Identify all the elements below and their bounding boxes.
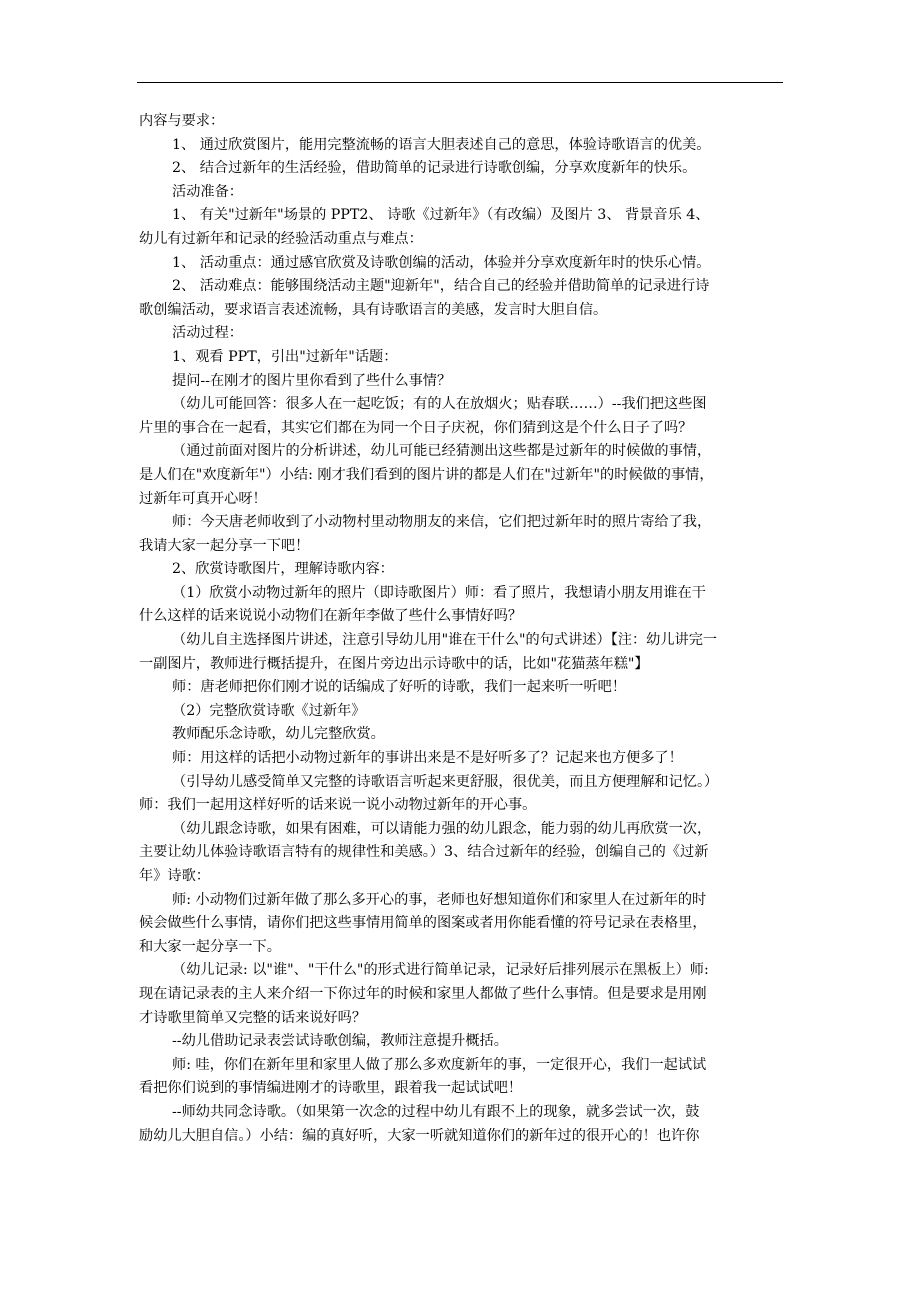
header-rule — [137, 82, 783, 83]
document-body — [139, 110, 785, 1148]
text-line: 活动过程： — [172, 325, 243, 342]
text-line: （2）完整欣赏诗歌《过新年》 — [172, 702, 366, 719]
text-line: 歌创编活动，要求语言表述流畅，具有诗歌语言的美感，发言时大胆自信。 — [139, 301, 608, 318]
text-line: 师：我们一起用这样好听的话来说一说小动物过新年的开心事。 — [139, 797, 537, 814]
text-line: 1、 通过欣赏图片，能用完整流畅的语言大胆表述自己的意思，体验诗歌语言的优美。 — [172, 136, 711, 153]
text-line: 师: 小动物们过新年做了那么多开心的事，老师也好想知道你们和家里人在过新年的时 — [172, 891, 707, 908]
text-line: 2、 活动难点：能够围绕活动主题"迎新年"，结合自己的经验并借助简单的记录进行诗 — [172, 278, 710, 295]
text-line: 2、 结合过新年的生活经验，借助简单的记录进行诗歌创编，分享欢度新年的快乐。 — [172, 160, 697, 177]
text-line: 现在请记录表的主人来介绍一下你过年的时候和家里人都做了些什么事情。但是要求是用刚 — [139, 985, 707, 1002]
text-line: （引导幼儿感受简单又完整的诗歌语言听起来更舒服，很优美，而且方便理解和记忆。） — [172, 773, 719, 790]
text-line: （通过前面对图片的分析讲述，幼儿可能已经猜测出这些都是过新年的时候做的事情， — [172, 443, 712, 460]
text-line: 我请大家一起分享一下吧！ — [139, 537, 310, 554]
text-line: 1、 活动重点：通过感官欣赏及诗歌创编的活动，体验并分享欢度新年时的快乐心情。 — [172, 254, 711, 271]
text-line: （幼儿记录: 以"谁"、"干什么"的形式进行简单记录，记录好后排列展示在黑板上）师: — [172, 962, 709, 979]
text-line: 年》诗歌： — [139, 868, 210, 884]
text-line: 1、观看 PPT，引出"过新年"话题： — [172, 348, 398, 365]
text-line: （幼儿跟念诗歌，如果有困难，可以请能力强的幼儿跟念，能力弱的幼儿再欣赏一次， — [172, 820, 712, 837]
text-line: 幼儿有过新年和记录的经验活动重点与难点： — [139, 230, 423, 247]
text-line: 看把你们说到的事情编进刚才的诗歌里，跟着我一起试试吧！ — [139, 1080, 523, 1097]
text-line: 2、欣赏诗歌图片，理解诗歌内容： — [172, 561, 394, 578]
text-line: 师：用这样的话把小动物过新年的事讲出来是不是好听多了？记起来也方便多了！ — [172, 750, 683, 767]
text-line: 励幼儿大胆自信。）小结：编的真好听，大家一听就知道你们的新年过的很开心的！也许你 — [139, 1127, 700, 1144]
text-line: 过新年可真开心呀！ — [139, 490, 267, 507]
text-line: 候会做些什么事情，请你们把这些事情用简单的图案或者用你能看懂的符号记录在表格里， — [139, 915, 707, 932]
text-line: 一副图片，教师进行概括提升，在图片旁边出示诗歌中的话，比如"花猫蒸年糕"】 — [139, 655, 649, 672]
text-line: 什么这样的话来说说小动物们在新年李做了些什么事情好吗？ — [139, 608, 523, 625]
text-line: 师：唐老师把你们刚才说的话编成了好听的诗歌，我们一起来听一听吧！ — [172, 679, 627, 696]
text-line: 师: 哇，你们在新年里和家里人做了那么多欢度新年的事，一定很开心，我们一起试试 — [172, 1056, 707, 1073]
text-line: 师：今天唐老师收到了小动物村里动物朋友的来信，它们把过新年时的照片寄给了我， — [172, 514, 712, 531]
text-line: 活动准备： — [172, 183, 243, 200]
text-line: 内容与要求： — [139, 113, 225, 129]
text-line: 是人们在"欢度新年"）小结: 刚才我们看到的图片讲的都是人们在"过新年"的时候做的事情， — [139, 466, 714, 483]
text-line: 片里的事合在一起看，其实它们都在为同一个日子庆祝，你们猜到这是个什么日子了吗？ — [139, 419, 693, 436]
text-line: 提问--在刚才的图片里你看到了些什么事情？ — [172, 372, 452, 389]
text-line: 才诗歌里简单又完整的话来说好吗？ — [139, 1009, 367, 1026]
text-line: （幼儿自主选择图片讲述，注意引导幼儿用"谁在干什么"的句式讲述）【注：幼儿讲完一 — [172, 632, 718, 649]
text-line: 主要让幼儿体验诗歌语言特有的规律性和美感。）3、结合过新年的经验，创编自己的《过新 — [139, 844, 709, 861]
text-line: --师幼共同念诗歌。（如果第一次念的过程中幼儿有跟不上的现象，就多尝试一次，鼓 — [172, 1103, 700, 1120]
text-line: 和大家一起分享一下。 — [139, 938, 281, 955]
text-line: 教师配乐念诗歌，幼儿完整欣赏。 — [172, 726, 385, 743]
text-line: --幼儿借助记录表尝试诗歌创编，教师注意提升概括。 — [172, 1033, 508, 1050]
text-line: 1、 有关"过新年"场景的 PPT2、 诗歌《过新年》（有改编）及图片 3、 背景音乐 4、 — [172, 207, 710, 224]
text-line: （幼儿可能回答：很多人在一起吃饭；有的人在放烟火；贴春联……）--我们把这些图 — [172, 396, 707, 413]
text-line: （1）欣赏小动物过新年的照片（即诗歌图片）师：看了照片，我想请小朋友用谁在干 — [172, 584, 706, 601]
